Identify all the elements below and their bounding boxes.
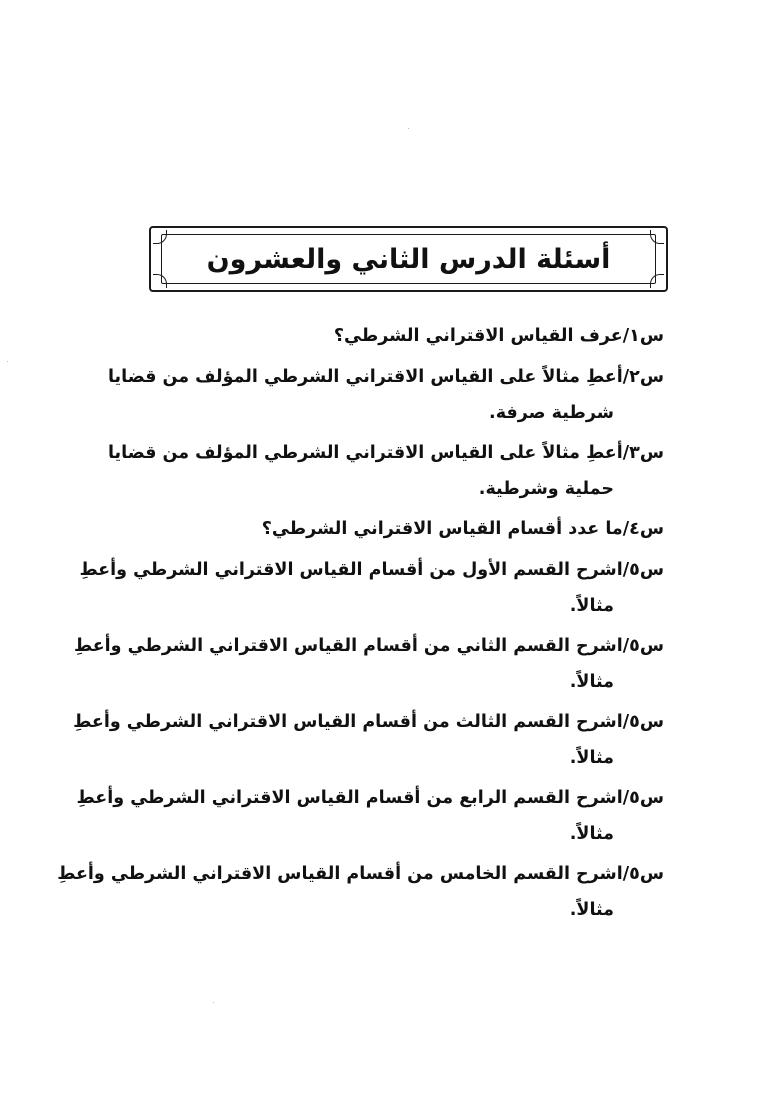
question-text: س٥/اشرح القسم الثاني من أقسام القياس الاقتراني الشرطي وأعطِ [73, 636, 664, 656]
question-item [76, 780, 664, 852]
scan-speck [408, 128, 409, 129]
question-continuation: مثالاً. [569, 672, 614, 692]
question-item [120, 318, 664, 354]
scan-speck [7, 361, 8, 362]
question-item [79, 552, 664, 624]
question-list [57, 318, 664, 932]
question-continuation: شرطية صرفة. [489, 403, 614, 423]
question-item [107, 359, 664, 431]
question-item [73, 628, 664, 700]
question-continuation: مثالاً. [569, 596, 614, 616]
question-text: س٥/اشرح القسم الرابع من أقسام القياس الاقتراني الشرطي وأعطِ [76, 788, 664, 808]
question-item [120, 511, 664, 547]
question-item [107, 435, 664, 507]
question-continuation: مثالاً. [569, 748, 614, 768]
question-text: س١/عرف القياس الاقتراني الشرطي؟ [333, 326, 664, 346]
lesson-title: أسئلة الدرس الثاني والعشرون [206, 243, 611, 275]
question-continuation: مثالاً. [569, 900, 614, 920]
scan-speck [213, 1002, 214, 1003]
question-continuation: حملية وشرطية. [478, 479, 614, 499]
question-text: س٣/أعطِ مثالاً على القياس الاقتراني الشرطي المؤلف من قضايا [107, 443, 664, 463]
question-text: س٥/اشرح القسم الخامس من أقسام القياس الاقتراني الشرطي وأعطِ [57, 864, 664, 884]
question-text: س٢/أعطِ مثالاً على القياس الاقتراني الشرطي المؤلف من قضايا [107, 367, 664, 387]
question-text: س٥/اشرح القسم الثالث من أقسام القياس الاقتراني الشرطي وأعطِ [73, 712, 664, 732]
question-continuation: مثالاً. [569, 824, 614, 844]
question-text: س٥/اشرح القسم الأول من أقسام القياس الاقتراني الشرطي وأعطِ [79, 560, 664, 580]
question-text: س٤/ما عدد أقسام القياس الاقتراني الشرطي؟ [261, 519, 664, 539]
title-frame [149, 226, 668, 292]
question-item [57, 856, 664, 928]
question-item [73, 704, 664, 776]
